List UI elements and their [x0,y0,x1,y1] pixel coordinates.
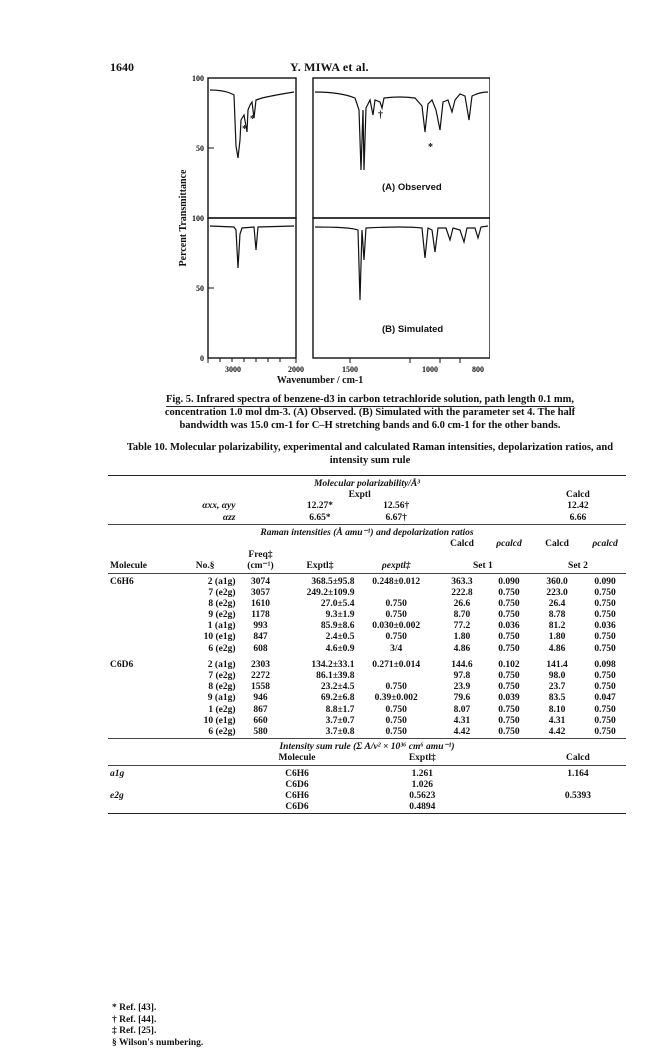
table-row [108,780,626,791]
table-cell: 0.750 [498,682,520,693]
table-cell: 4.42 [548,726,566,737]
table-cell [488,769,530,780]
caption-line: Table 10. Molecular polarizability, experimental and calculated Raman intensities, depolarization ratios, and [126,442,614,453]
table-cell: 0.750 [594,643,616,654]
y-tick-50-top: 50 [196,144,204,153]
molecule-cell [108,693,173,704]
table-cell: 0.102 [498,659,520,670]
table-cell: C6D6 [285,779,309,790]
table-cell: 847 [253,632,268,643]
table-cell: 0.750 [594,704,616,715]
table-cell: 0.750 [594,632,616,643]
y-tick-0: 0 [200,354,204,363]
table-cell: 4.31 [548,715,566,726]
table-cell [108,802,238,814]
y-axis-label: Percent Transmittance [178,169,189,267]
table-cell: 2 (a1g) [207,576,236,587]
table-cell [488,802,530,814]
table-cell: 2272 [250,671,270,681]
table-cell: 1610 [250,598,270,609]
ir-spectra-figure [160,70,490,390]
table-cell: 83.5 [548,693,566,704]
panel-a-left-frame [208,78,296,218]
exptl-header: Exptl [348,490,371,501]
caption-line: bandwidth was 15.0 cm-1 for C–H stretching bands and 6.0 cm-1 for the other bands. [179,420,561,431]
table-cell: 3.7±0.8 [325,726,355,737]
table-cell: 8.10 [548,704,566,715]
table-cell: 6 (e2g) [208,726,236,737]
table-cell: 249.2±109.9 [306,587,355,598]
table-cell: 0.750 [498,715,520,726]
table-cell: 0.750 [498,726,520,737]
page-number: 1640 [110,60,134,74]
table-cell: 1.80 [453,632,471,643]
table-cell: 608 [253,643,268,654]
footnote: * Ref. [43]. [112,1003,157,1013]
simulated-trace-left [210,226,294,268]
molecule-cell: C6D6 [110,659,134,670]
table-row [108,802,626,814]
table-cell: 10 (e1g) [203,715,236,726]
table-cell: 3.7±0.7 [325,715,355,726]
table-cell: 0.750 [594,598,616,609]
table-row [108,610,626,621]
panel-b-label: (B) Simulated [382,324,444,335]
table-cell: 0.047 [594,693,616,704]
table-cell: 3074 [250,576,270,587]
table-cell [530,802,626,814]
molecule-cell [108,682,173,693]
table-cell: 867 [253,704,268,715]
footnote: § Wilson's numbering. [112,1037,204,1048]
table-cell: 946 [253,693,268,704]
table-cell: 81.2 [548,621,566,632]
table-cell: 0.750 [385,726,407,737]
table-cell: C6H6 [285,768,309,779]
table-cell: 1 (e2g) [208,704,236,715]
table-cell: 1.80 [548,632,566,643]
table-cell: 4.86 [453,643,471,654]
table-cell: 993 [253,621,268,632]
table-cell: 1178 [251,610,270,621]
table-cell: 363.3 [451,576,473,587]
table-cell: 3/4 [390,643,403,654]
table-caption [110,441,630,467]
star-mark: * [428,142,433,153]
table-cell [488,791,530,802]
table-cell: 222.8 [451,587,473,598]
table-cell: C6D6 [285,802,309,813]
table-cell: 0.030±0.002 [372,621,421,632]
table-cell: a1g [110,768,125,779]
table-cell: 79.6 [453,693,471,704]
table-row [108,705,626,716]
table-cell: 0.750 [498,632,520,643]
footnote: † Ref. [44]. [112,1014,157,1025]
molecule-cell [108,705,173,716]
table-10: Molecular polarizability/Å³ Exptl Calcd αxx, αyy 12.27* 12.56† 12.42 αzz 6.65* 6.67† 6.66 Raman intensities (Å amu⁻¹) and depolarization ratios Calcd ρcalcd Calcd ρcalcd Freq‡ Molecule No.§ (cm⁻¹) Exptl‡ ρexptl‡ Set 1 Set 2 C6H6 2 (a1g) 3074 368.5±95.8 0.248±0.012 363.3 0.090 360.0 0.090 7 (e2g) 3057 249.2±109.9 222.8 0.750 223.0 0.750 8 (e2g) 1610 27.0±5.4 0.750 26.6 0.750 26.4 0.750 9 (e2g) 1178 9.3±1.9 0.750 8.70 0.750 8.78 0.750 1 (a1g) 993 85.9±8.6 0.030±0.002 77.2 0.036 81.2 0.036 10 (e1g) 847 2.4±0.5 0.750 1.80 0.750 1.80 0.750 6 (e2g) 608 4.6±0.9 3/4 4.86 0.750 4.86 0.750 C6D6 2 (a1g) 2303 134.2±33.1 0.271±0.014 144.6 0.102 141.4 0.098 7 (e2g) 2272 86.1±39.8 97.8 0.750 98.0 0.750 8 (e2g) 1558 23.2±4.5 0.750 23.9 0.750 23.7 0.750 9 (a1g) 946 69.2±6.8 0.39±0.002 79.6 0.039 83.5 0.047 1 (e2g) 867 8.8±1.7 0.750 8.07 0.750 8.10 0.750 10 (e1g) 660 3.7±0.7 0.750 4.31 0.750 4.31 0.750 6 (e2g) 580 3.7±0.8 0.750 4.42 0.750 4.42 0.750 Intensity sum rule (Σ A/ν² × 10³⁶ cm⁶ amu⁻¹) Molecule Exptl‡ Calcd a1g C6H6 1.261 1.164 C6D6 1.026 e2g C6H6 0.5623 0.5393 C6D6 0.4894 [108,475,626,817]
y-tick-100-top: 100 [192,74,204,83]
molecule-cell [108,599,173,610]
molecule-cell [108,610,173,621]
observed-trace-right [315,92,488,170]
y-tick-50-bottom: 50 [196,284,204,293]
molecule-cell [108,716,173,727]
table-cell: 10 (e1g) [203,632,236,643]
panel-a-label: (A) Observed [382,182,442,193]
table-row [108,682,626,693]
y-tick-100-bottom: 100 [192,214,204,223]
table-cell: e2g [110,790,124,801]
table-cell: 0.750 [594,610,616,621]
table-cell: 1 (a1g) [207,621,236,632]
molecule-cell [108,632,173,643]
table-cell: 4.86 [548,643,566,654]
table-cell: 0.039 [498,693,520,704]
table-cell: 23.7 [548,682,566,693]
table-cell: 141.4 [546,659,568,670]
panel-a-right-frame [313,78,490,218]
caption-line: intensity sum rule [329,455,411,466]
running-head: Y. MIWA et al. [290,60,369,74]
table-cell: 69.2±6.8 [320,693,355,704]
raman-heading: Raman intensities (Å amu⁻¹) and depolarization ratios [260,527,474,538]
table-cell: 0.750 [498,610,520,621]
table-cell: 86.1±39.8 [316,671,355,681]
table-cell: 8.78 [548,610,566,621]
table-cell: 27.0±5.4 [320,598,355,609]
table-cell: 0.750 [498,704,520,715]
table-cell: 0.750 [498,598,520,609]
footnote: ‡ Ref. [25]. [112,1026,157,1036]
table-cell: C6H6 [285,790,309,801]
calcd-header: Calcd [566,490,590,501]
table-cell: 0.248±0.012 [372,576,421,587]
molecule-cell [108,588,173,599]
table-cell: 580 [253,726,268,737]
caption-line: Fig. 5. Infrared spectra of benzene-d3 in carbon tetrachloride solution, path length 0.1 mm, [165,394,575,405]
table-row [108,644,626,655]
molecule-cell [108,671,173,682]
table-cell: 23.9 [453,682,471,693]
table-cell: 77.2 [453,621,471,632]
table-row [108,769,626,780]
star-mark: * [250,114,255,125]
table-cell: 7 (e2g) [208,587,236,598]
table-row [108,693,626,704]
table-cell [488,780,530,791]
table-row [108,632,626,643]
table-cell: 2.4±0.5 [325,632,355,643]
table-cell: 144.6 [451,659,473,670]
table-row [108,791,626,802]
molecule-cell [108,621,173,632]
table-cell: 4.6±0.9 [325,643,355,654]
table-row [108,588,626,599]
table-row [108,599,626,610]
x-axis-label: Wavenumber / cm-1 [276,375,364,386]
table-cell [108,780,238,791]
table-cell: 97.8 [453,671,471,681]
table-cell [530,780,626,791]
table-cell: 0.750 [385,682,407,693]
x-tick-3000: 3000 [225,365,241,374]
table-cell: 8 (e2g) [208,682,236,693]
table-cell: 9 (a1g) [207,693,236,704]
table-cell: 0.750 [594,726,616,737]
table-cell: 6 (e2g) [208,643,236,654]
table-cell [357,671,436,682]
table-cell: 9.3±1.9 [325,610,355,621]
table-cell: 0.271±0.014 [372,659,421,670]
table-cell: 660 [253,715,268,726]
table-cell: 0.750 [385,610,407,621]
table-cell: 26.4 [548,598,566,609]
panel-b-left-frame [208,218,296,358]
table-cell: 0.750 [594,715,616,726]
table-row [108,671,626,682]
table-cell: 9 (e2g) [208,610,236,621]
x-tick-1000: 1000 [422,365,438,374]
dagger-mark: † [378,110,383,121]
table-row [108,621,626,632]
table-cell: 2 (a1g) [207,659,236,670]
table-cell: 98.0 [548,671,566,681]
table-cell: 3057 [250,587,270,598]
table-cell: 0.750 [385,715,407,726]
table-cell: 8.70 [453,610,471,621]
table-cell: 134.2±33.1 [311,659,355,670]
table-cell: 360.0 [546,576,568,587]
table-cell: 0.750 [498,643,520,654]
table-cell: 26.6 [453,598,471,609]
table-cell: 0.090 [498,576,520,587]
footnotes [112,1003,203,1049]
figure-caption [110,393,630,432]
table-cell: 8.07 [453,704,471,715]
table-cell: 4.42 [453,726,471,737]
table-row: αzz 6.65* 6.67† 6.66 [222,512,587,523]
polarizability-heading: Molecular polarizability/Å³ [313,479,421,489]
table-cell: 7 (e2g) [208,671,236,681]
table-row [108,577,626,588]
table-row [108,716,626,727]
table-cell: 0.5393 [564,790,591,801]
table-cell: 0.090 [594,576,616,587]
simulated-trace-right [315,226,488,300]
table-cell: 0.39±0.002 [374,693,418,704]
molecule-cell [108,727,173,739]
table-cell: 0.036 [498,621,520,632]
table-cell: 0.750 [498,587,520,598]
table-cell: 0.4894 [409,802,436,813]
table-cell: 1.164 [567,768,589,779]
star-mark: * [242,124,247,135]
table-cell: 0.750 [385,704,407,715]
table-cell: 1.261 [411,768,433,779]
table-cell: 0.750 [498,671,520,681]
table-cell: 85.9±8.6 [320,621,355,632]
table-cell: 4.31 [453,715,471,726]
x-tick-800: 800 [472,365,484,374]
table-cell: 0.750 [385,632,407,643]
table-cell: 0.750 [594,587,616,598]
table-cell: 8.8±1.7 [325,704,355,715]
x-tick-2000: 2000 [288,365,304,374]
table-cell: 1558 [250,682,270,693]
table-cell: 2303 [250,659,270,670]
table-cell: 368.5±95.8 [311,576,355,587]
table-cell: 23.2±4.5 [320,682,355,693]
x-tick-1500: 1500 [342,365,358,374]
table-cell: 0.5623 [409,790,436,801]
table-cell: 0.750 [594,682,616,693]
table-cell: 1.026 [411,779,433,790]
caption-line: concentration 1.0 mol dm-3. (A) Observed. (B) Simulated with the parameter set 4. The half [164,407,576,418]
table-cell [357,588,436,599]
sum-rule-heading: Intensity sum rule (Σ A/ν² × 10³⁶ cm⁶ amu⁻¹) [279,742,455,753]
table-row [108,660,626,671]
table-cell: 0.750 [594,671,616,681]
table-cell: 8 (e2g) [208,598,236,609]
table-row [108,727,626,739]
molecule-cell: C6H6 [110,576,134,587]
table-cell: 0.098 [594,659,616,670]
molecule-cell [108,644,173,655]
table-cell: 0.036 [594,621,616,632]
table-cell: 0.750 [385,598,407,609]
table-cell: 223.0 [546,587,568,598]
table-row: αxx, αyy 12.27* 12.56† 12.42 [202,501,589,512]
